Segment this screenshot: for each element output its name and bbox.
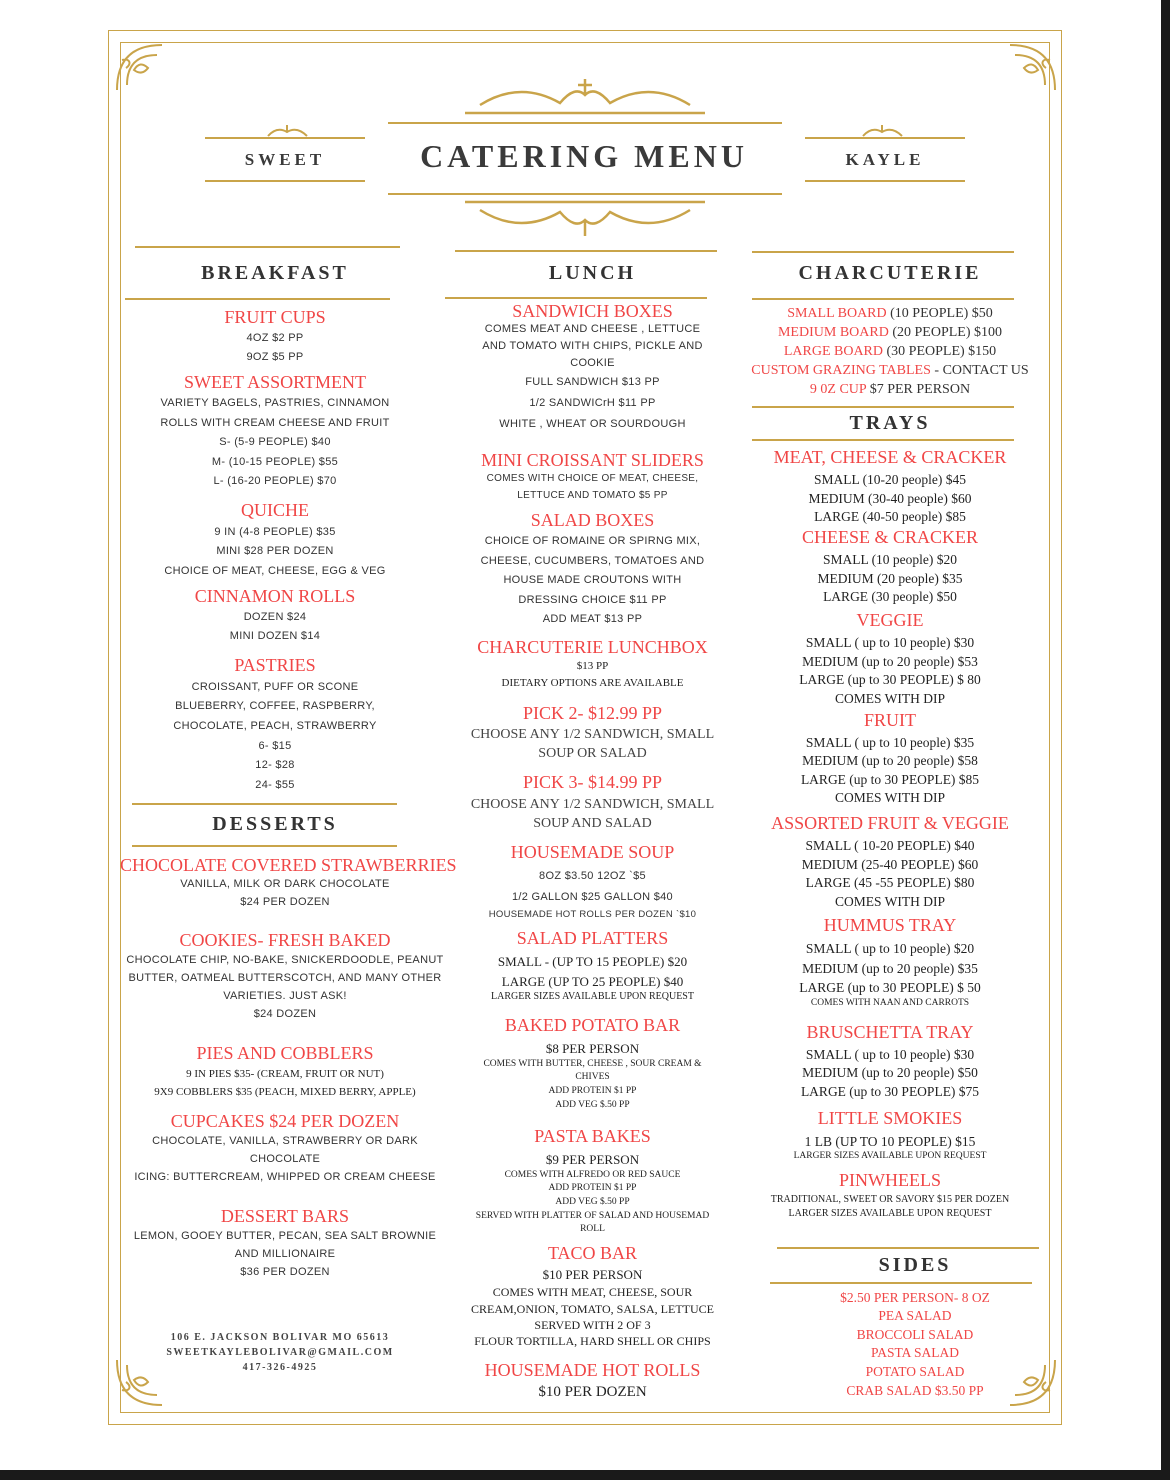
- item-text: HOUSEMADE HOT ROLLS PER DOZEN `$10: [488, 909, 697, 920]
- item-name: MEDIUM BOARD: [777, 325, 889, 340]
- item-text: SERVED WITH 2 OF 3: [534, 1318, 651, 1332]
- header-right-word: KAYLE: [845, 150, 925, 169]
- item-text: SMALL ( 10-20 PEOPLE) $40: [805, 838, 975, 853]
- item-price: $7 PER PERSON: [866, 382, 971, 397]
- item-text: 9OZ $5 PP: [246, 351, 304, 363]
- item-text: CHEESE, CUCUMBERS, TOMATOES AND: [480, 555, 705, 567]
- item-little-smokies: LITTLE SMOKIES: [817, 1108, 963, 1128]
- item-text: COMES WITH CHOICE OF MEAT, CHEESE,: [486, 473, 699, 484]
- item-fruit-cups: FRUIT CUPS: [224, 307, 326, 327]
- item-text: ICING: BUTTERCREAM, WHIPPED OR CREAM CHEESE: [134, 1171, 436, 1183]
- item-text: LARGE (UP TO 25 PEOPLE) $40: [501, 974, 684, 989]
- item-text: SMALL ( up to 10 people) $30: [805, 1047, 975, 1062]
- item-text: MEDIUM (25-40 PEOPLE) $60: [801, 857, 979, 872]
- section-title-sides: SIDES: [878, 1254, 952, 1276]
- item-text: WHITE , WHEAT OR SOURDOUGH: [499, 418, 686, 430]
- page-title: CATERING MENU: [420, 138, 748, 174]
- item-text: MEDIUM (up to 20 people) $35: [802, 961, 978, 976]
- item-text: COMES WITH DIP: [834, 894, 945, 909]
- item-assorted-fruit-veggie: ASSORTED FRUIT & VEGGIE: [771, 813, 1009, 833]
- contact-email: SWEETKAYLEBOLIVAR@GMAIL.COM: [166, 1347, 394, 1358]
- item-veggie: VEGGIE: [856, 610, 924, 630]
- item-text: SMALL ( up to 10 people) $30: [805, 635, 975, 650]
- side-item: CRAB SALAD $3.50 PP: [846, 1383, 984, 1398]
- contact-phone: 417-326-4925: [242, 1362, 318, 1373]
- item-text: CREAM,ONION, TOMATO, SALSA, LETTUCE: [470, 1302, 714, 1316]
- item-text: 24- $55: [255, 779, 295, 791]
- item-text: AND MILLIONAIRE: [234, 1248, 336, 1260]
- item-text: LARGE (40-50 people) $85: [814, 509, 966, 524]
- item-taco-bar: TACO BAR: [547, 1243, 638, 1263]
- item-text: FULL SANDWICH $13 PP: [525, 376, 660, 388]
- item-name: LARGE BOARD: [783, 344, 883, 359]
- item-text: L- (16-20 PEOPLE) $70: [213, 475, 337, 487]
- item-text: MEDIUM (up to 20 people) $58: [802, 753, 978, 768]
- desserts-column: [120, 0, 457, 1480]
- item-text: $24 DOZEN: [253, 1008, 317, 1020]
- item-text: COMES WITH MEAT, CHEESE, SOUR: [492, 1285, 693, 1299]
- item-text: VARIETY BAGELS, PASTRIES, CINNAMON: [160, 397, 390, 409]
- item-text: $36 PER DOZEN: [240, 1266, 330, 1278]
- item-strawberries: CHOCOLATE COVERED STRAWBERRIES: [120, 855, 457, 875]
- item-pick-2: PICK 2- $12.99 PP: [522, 703, 663, 723]
- item-text: COMES MEAT AND CHEESE , LETTUCE: [484, 323, 701, 335]
- item-text: SOUP AND SALAD: [533, 816, 652, 831]
- item-text: LARGE (up to 30 PEOPLE) $85: [800, 772, 980, 787]
- section-title-breakfast: BREAKFAST: [201, 262, 349, 284]
- side-item: $2.50 PER PERSON- 8 OZ: [840, 1290, 990, 1305]
- item-text: LARGE (45 -55 PEOPLE) $80: [805, 875, 975, 890]
- item-text: M- (10-15 PEOPLE) $55: [211, 456, 339, 468]
- item-price: (20 PEOPLE) $100: [888, 325, 1002, 340]
- side-item: PASTA SALAD: [870, 1345, 960, 1360]
- item-text: COMES WITH NAAN AND CARROTS: [810, 998, 970, 1008]
- item-text: $10 PER PERSON: [542, 1267, 643, 1282]
- item-text: $13 PP: [576, 660, 609, 672]
- item-name: SMALL BOARD: [787, 306, 887, 321]
- item-cheese-cracker: CHEESE & CRACKER: [801, 527, 979, 547]
- item-text: $24 PER DOZEN: [240, 896, 330, 908]
- sides-column: [770, 0, 1060, 1480]
- item-text: MINI $28 PER DOZEN: [216, 545, 334, 557]
- item-cinnamon-rolls: CINNAMON ROLLS: [194, 586, 356, 606]
- item-text: 9 IN (4-8 PEOPLE) $35: [214, 526, 336, 538]
- item-text: CHOICE OF MEAT, CHEESE, EGG & VEG: [164, 565, 386, 577]
- item-housemade-soup: HOUSEMADE SOUP: [510, 842, 675, 862]
- item-text: VANILLA, MILK OR DARK CHOCOLATE: [180, 878, 390, 890]
- item-pastries: PASTRIES: [234, 655, 316, 675]
- header-left-word: SWEET: [244, 150, 326, 169]
- item-text: LARGER SIZES AVAILABLE UPON REQUEST: [793, 1151, 987, 1161]
- item-text: BLUEBERRY, COFFEE, RASPBERRY,: [175, 700, 375, 712]
- item-text: ROLL: [580, 1224, 605, 1234]
- item-quiche: QUICHE: [241, 500, 309, 520]
- item-text: MEDIUM (30-40 people) $60: [808, 491, 972, 506]
- item-text: 1 LB (UP TO 10 PEOPLE) $15: [804, 1134, 976, 1149]
- item-text: CHOOSE ANY 1/2 SANDWICH, SMALL: [470, 727, 715, 742]
- item-text: CHOCOLATE, PEACH, STRAWBERRY: [173, 720, 377, 732]
- item-sweet-assortment: SWEET ASSORTMENT: [183, 372, 367, 392]
- item-text: CHOCOLATE: [249, 1153, 321, 1165]
- item-text: LARGE (up to 30 PEOPLE) $ 50: [799, 980, 981, 995]
- item-text: TRADITIONAL, SWEET OR SAVORY $15 PER DOZEN: [770, 1194, 1010, 1205]
- item-text: 6- $15: [258, 740, 292, 752]
- lunch-column: [445, 0, 740, 1480]
- item-text: LARGER SIZES AVAILABLE UPON REQUEST: [788, 1208, 992, 1219]
- item-text: MEDIUM (20 people) $35: [817, 571, 963, 586]
- item-text: ADD VEG $.50 PP: [555, 1100, 630, 1110]
- item-text: MINI DOZEN $14: [229, 630, 321, 642]
- item-text: CHOOSE ANY 1/2 SANDWICH, SMALL: [470, 797, 715, 812]
- section-title-charcuterie: CHARCUTERIE: [798, 262, 982, 284]
- item-charcuterie-lunchbox: CHARCUTERIE LUNCHBOX: [477, 637, 708, 657]
- item-housemade-hot-rolls: HOUSEMADE HOT ROLLS: [484, 1360, 701, 1380]
- item-pick-3: PICK 3- $14.99 PP: [522, 772, 663, 792]
- item-text: ADD PROTEIN $1 PP: [548, 1183, 637, 1193]
- item-text: SMALL ( up to 10 people) $20: [805, 941, 975, 956]
- item-text: 1/2 GALLON $25 GALLON $40: [512, 891, 673, 903]
- item-text: S- (5-9 PEOPLE) $40: [219, 436, 331, 448]
- item-salad-platters: SALAD PLATTERS: [516, 928, 669, 948]
- item-dessert-bars: DESSERT BARS: [220, 1206, 350, 1226]
- item-name: 9 0Z CUP: [809, 382, 867, 397]
- item-text: SOUP OR SALAD: [538, 746, 647, 761]
- section-title-lunch: LUNCH: [548, 262, 637, 284]
- item-text: 1/2 SANDWICrH $11 PP: [529, 397, 656, 409]
- item-text: COMES WITH DIP: [834, 790, 945, 805]
- item-text: ROLLS WITH CREAM CHEESE AND FRUIT: [160, 417, 390, 429]
- side-item: BROCCOLI SALAD: [856, 1327, 974, 1342]
- item-text: LARGE (up to 30 PEOPLE) $ 80: [799, 672, 981, 687]
- item-text: CHOCOLATE CHIP, NO-BAKE, SNICKERDOODLE, PEANUT: [126, 954, 444, 966]
- item-text: COOKIE: [570, 357, 615, 369]
- item-price: - CONTACT US: [930, 363, 1029, 378]
- item-pinwheels: PINWHEELS: [839, 1170, 941, 1190]
- item-text: 9 IN PIES $35- (CREAM, FRUIT OR NUT): [186, 1068, 384, 1080]
- item-text: BUTTER, OATMEAL BUTTERSCOTCH, AND MANY OTHER: [128, 972, 442, 984]
- item-text: SMALL (10-20 people) $45: [813, 472, 967, 487]
- item-pies: PIES AND COBBLERS: [196, 1043, 374, 1063]
- item-hummus-tray: HUMMUS TRAY: [823, 915, 957, 935]
- item-text: CROISSANT, PUFF OR SCONE: [191, 681, 359, 693]
- item-text: VARIETIES. JUST ASK!: [223, 990, 347, 1002]
- item-text: LARGER SIZES AVAILABLE UPON REQUEST: [491, 991, 694, 1002]
- item-text: ADD MEAT $13 PP: [542, 613, 643, 625]
- item-text: HOUSE MADE CROUTONS WITH: [503, 574, 682, 586]
- item-text: CHOCOLATE, VANILLA, STRAWBERRY OR DARK: [152, 1135, 418, 1147]
- contact-address: 106 E. JACKSON BOLIVAR MO 65613: [170, 1332, 390, 1343]
- item-text: $8 PER PERSON: [545, 1041, 640, 1056]
- item-text: COMES WITH BUTTER, CHEESE , SOUR CREAM &: [483, 1059, 702, 1069]
- item-text: DRESSING CHOICE $11 PP: [518, 594, 667, 606]
- section-title-desserts: DESSERTS: [212, 813, 338, 835]
- item-text: SMALL - (UP TO 15 PEOPLE) $20: [497, 954, 688, 969]
- item-text: ADD PROTEIN $1 PP: [548, 1086, 637, 1096]
- item-text: COMES WITH DIP: [834, 691, 945, 706]
- item-text: SMALL ( up to 10 people) $35: [805, 735, 975, 750]
- item-text: LETTUCE AND TOMATO $5 PP: [517, 490, 668, 501]
- item-text: COMES WITH ALFREDO OR RED SAUCE: [504, 1170, 681, 1180]
- item-text: $9 PER PERSON: [545, 1152, 640, 1167]
- side-item: POTATO SALAD: [865, 1364, 965, 1379]
- item-text: FLOUR TORTILLA, HARD SHELL OR CHIPS: [474, 1334, 711, 1348]
- item-price: (10 PEOPLE) $50: [886, 306, 993, 321]
- item-pasta-bakes: PASTA BAKES: [534, 1126, 651, 1146]
- item-text: CHIVES: [575, 1072, 610, 1082]
- item-text: 9X9 COBBLERS $35 (PEACH, MIXED BERRY, APPLE): [154, 1086, 416, 1098]
- item-cookies: COOKIES- FRESH BAKED: [179, 930, 391, 950]
- item-sandwich-boxes: SANDWICH BOXES: [512, 301, 673, 321]
- item-text: LARGE (30 people) $50: [823, 589, 957, 604]
- item-text: MEDIUM (up to 20 people) $53: [802, 654, 978, 669]
- item-salad-boxes: SALAD BOXES: [530, 510, 655, 530]
- item-text: ADD VEG $.50 PP: [555, 1197, 630, 1207]
- item-fruit: FRUIT: [863, 710, 916, 730]
- item-name: CUSTOM GRAZING TABLES: [751, 363, 931, 378]
- item-text: MEDIUM (up to 20 people) $50: [802, 1065, 978, 1080]
- item-text: SERVED WITH PLATTER OF SALAD AND HOUSEMAD: [475, 1211, 710, 1221]
- item-text: $10 PER DOZEN: [538, 1384, 647, 1400]
- item-text: CHOICE OF ROMAINE OR SPIRNG MIX,: [484, 535, 701, 547]
- window-edge-right: [1161, 0, 1170, 1480]
- item-baked-potato-bar: BAKED POTATO BAR: [504, 1015, 681, 1035]
- item-cupcakes: CUPCAKES $24 PER DOZEN: [170, 1111, 400, 1131]
- item-text: 12- $28: [255, 759, 295, 771]
- item-bruschetta-tray: BRUSCHETTA TRAY: [806, 1022, 974, 1042]
- item-mini-croissant-sliders: MINI CROISSANT SLIDERS: [481, 450, 704, 470]
- item-price: (30 PEOPLE) $150: [883, 344, 997, 359]
- item-text: AND TOMATO WITH CHIPS, PICKLE AND: [482, 340, 703, 352]
- item-text: LARGE (up to 30 PEOPLE) $75: [800, 1084, 980, 1099]
- item-meat-cheese-cracker: MEAT, CHEESE & CRACKER: [773, 447, 1007, 467]
- side-item: PEA SALAD: [878, 1308, 952, 1323]
- item-text: 4OZ $2 PP: [246, 332, 304, 344]
- item-text: SMALL (10 people) $20: [822, 552, 958, 567]
- item-text: DOZEN $24: [243, 611, 307, 623]
- item-text: 8OZ $3.50 12OZ `$5: [539, 870, 646, 882]
- section-title-trays: TRAYS: [849, 412, 931, 434]
- item-text: LEMON, GOOEY BUTTER, PECAN, SEA SALT BROWNIE: [133, 1230, 437, 1242]
- item-text: DIETARY OPTIONS ARE AVAILABLE: [501, 677, 684, 689]
